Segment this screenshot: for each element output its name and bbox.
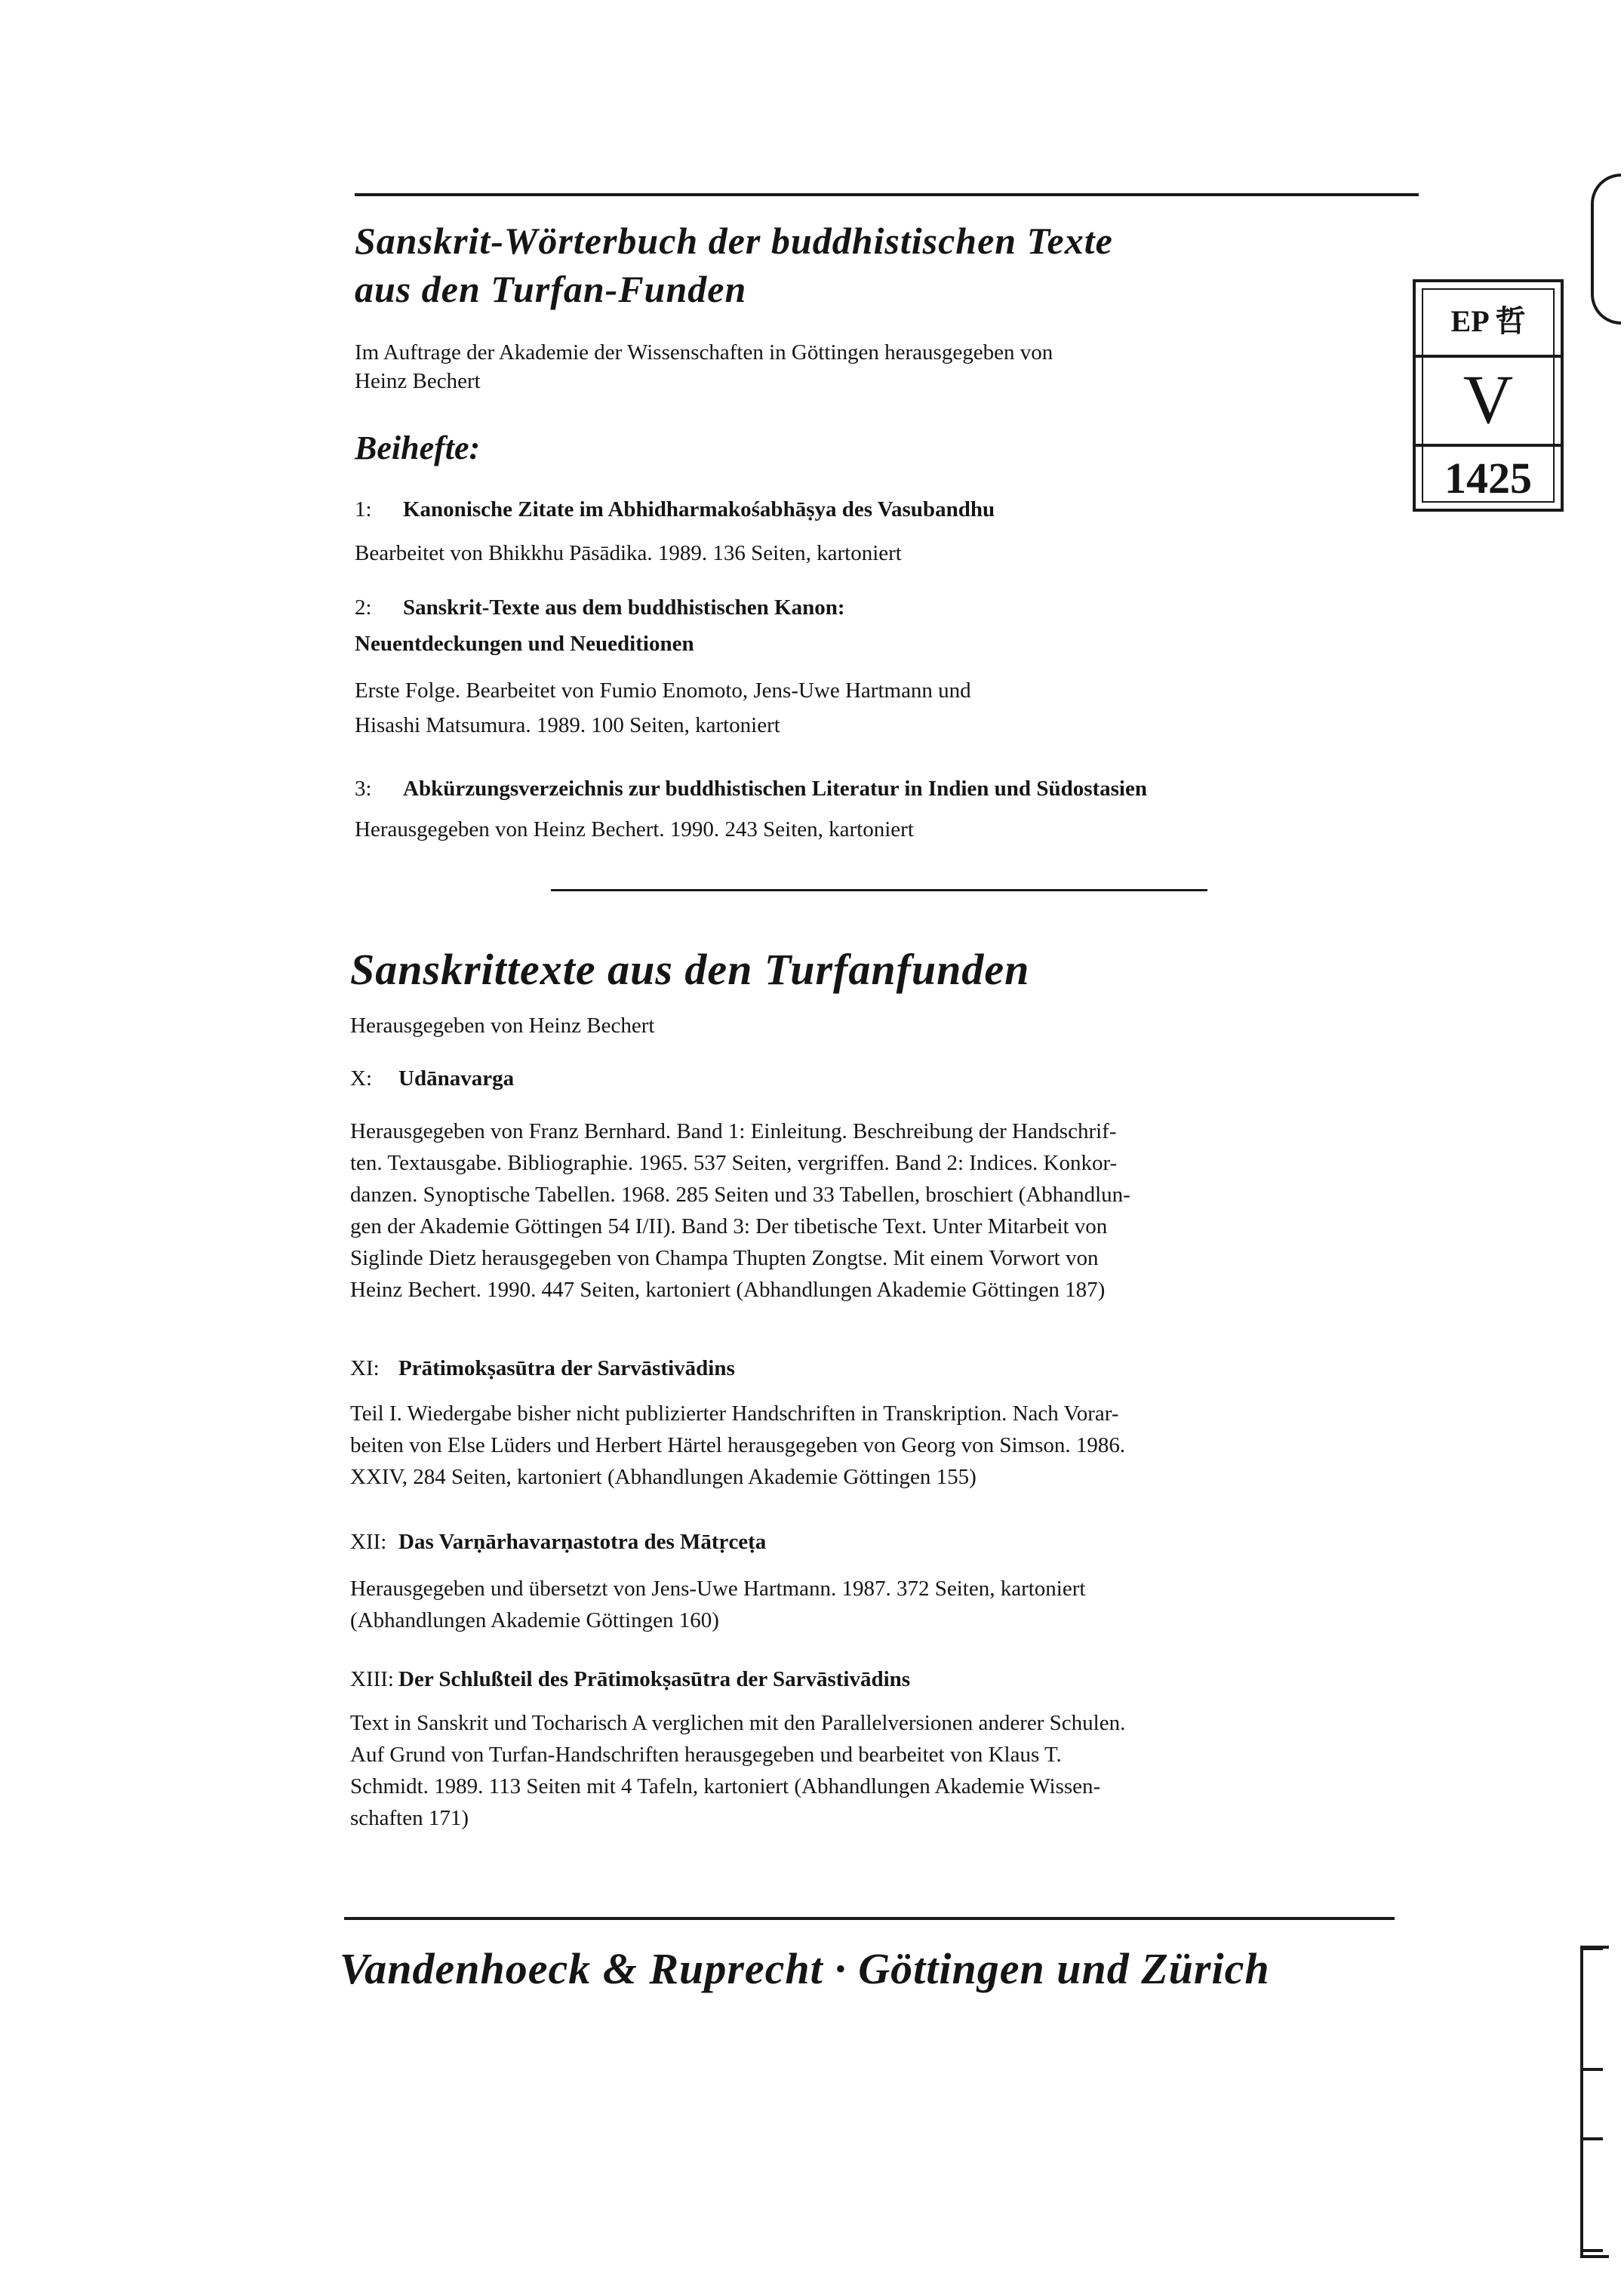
list-item [355, 494, 995, 525]
binding-frame [1580, 1946, 1609, 2258]
section1-title-line2: aus den Turfan-Funden [355, 268, 747, 310]
item-detail: Teil I. Wiedergabe bisher nicht publizierter Handschriften in Transkription. Nach Vorar- [350, 1401, 1119, 1426]
list-item [350, 1663, 910, 1695]
list-item [350, 1352, 735, 1384]
binding-frame-tick [1580, 2249, 1603, 2252]
item-number: XII: [350, 1530, 387, 1554]
list-item [350, 1526, 766, 1558]
item-detail: Auf Grund von Turfan-Handschriften herausgegeben und bearbeitet von Klaus T. [350, 1743, 1062, 1767]
list-item [355, 773, 1147, 805]
item-title: Prātimokṣasūtra der Sarvāstivādins [398, 1356, 735, 1380]
section1-intro-line1: Im Auftrage der Akademie der Wissenschaften in Göttingen herausgegeben von [355, 340, 1053, 365]
stamp-top: EP 哲 [1450, 304, 1526, 338]
item-title-continued: Neuentdeckungen und Neueditionen [355, 632, 694, 656]
binding-frame-tick [1580, 2137, 1603, 2140]
item-number: 3: [355, 777, 372, 801]
item-detail: schaften 171) [350, 1806, 469, 1830]
beihefte-label: Beihefte: [355, 429, 481, 466]
list-item [350, 1063, 514, 1094]
item-detail: Bearbeitet von Bhikkhu Pāsādika. 1989. 136 Seiten, kartoniert [355, 541, 902, 565]
section2-title: Sanskrittexte aus den Turfanfunden [350, 945, 1030, 994]
item-detail: Erste Folge. Bearbeitet von Fumio Enomoto, Jens-Uwe Hartmann und [355, 678, 971, 703]
scan-edge-mark [1591, 174, 1621, 325]
bottom-rule [344, 1917, 1395, 1920]
item-number: X: [350, 1066, 372, 1091]
item-detail: Herausgegeben von Heinz Bechert. 1990. 243 Seiten, kartoniert [355, 817, 914, 842]
item-number: XI: [350, 1356, 380, 1380]
section2-intro: Herausgegeben von Heinz Bechert [350, 1014, 655, 1038]
top-rule [355, 193, 1419, 196]
item-detail: gen der Akademie Göttingen 54 I/II). Band 3: Der tibetische Text. Unter Mitarbeit von [350, 1214, 1108, 1238]
item-number: 2: [355, 595, 372, 620]
item-title: Udānavarga [398, 1066, 515, 1091]
item-title: Sanskrit-Texte aus dem buddhistischen Kanon: [403, 595, 845, 620]
item-title: Kanonische Zitate im Abhidharmakośabhāṣya des Vasubandhu [403, 497, 995, 522]
item-title: Der Schlußteil des Prātimokṣasūtra der Sarvāstivādins [398, 1667, 911, 1691]
binding-frame-tick [1580, 2068, 1603, 2071]
middle-rule [551, 889, 1207, 891]
item-detail: beiten von Else Lüders und Herbert Härtel herausgegeben von Georg von Simson. 1986. [350, 1433, 1126, 1457]
item-detail: Hisashi Matsumura. 1989. 100 Seiten, kartoniert [355, 713, 780, 737]
section1-title-line1: Sanskrit-Wörterbuch der buddhistischen Texte [355, 220, 1113, 262]
item-title: Das Varṇārhavarṇastotra des Mātṛceṭa [398, 1530, 767, 1554]
item-number: 1: [355, 497, 372, 522]
stamp-middle: V [1463, 361, 1514, 438]
item-detail: Herausgegeben von Franz Bernhard. Band 1: Einleitung. Beschreibung der Handschrif- [350, 1119, 1117, 1143]
list-item [355, 592, 845, 623]
item-detail: Text in Sanskrit und Tocharisch A verglichen mit den Parallelversionen anderer Schulen. [350, 1711, 1126, 1735]
stamp-bottom: 1425 [1444, 454, 1532, 503]
item-detail: (Abhandlungen Akademie Göttingen 160) [350, 1608, 719, 1632]
item-detail: Siglinde Dietz herausgegeben von Champa Thupten Zongtse. Mit einem Vorwort von [350, 1246, 1099, 1270]
item-number: XIII: [350, 1667, 394, 1691]
item-detail: Schmidt. 1989. 113 Seiten mit 4 Tafeln, kartoniert (Abhandlungen Akademie Wissen- [350, 1774, 1101, 1798]
item-detail: danzen. Synoptische Tabellen. 1968. 285 Seiten und 33 Tabellen, broschiert (Abhandlun- [350, 1183, 1130, 1207]
item-detail: Herausgegeben und übersetzt von Jens-Uwe Hartmann. 1987. 372 Seiten, kartoniert [350, 1577, 1086, 1601]
item-title: Abkürzungsverzeichnis zur buddhistischen Literatur in Indien und Südostasien [403, 777, 1147, 801]
item-detail: ten. Textausgabe. Bibliographie. 1965. 537 Seiten, vergriffen. Band 2: Indices. Konkor- [350, 1151, 1118, 1175]
stamp-inner-border [1422, 288, 1555, 503]
item-detail: XXIV, 284 Seiten, kartoniert (Abhandlungen Akademie Göttingen 155) [350, 1465, 977, 1489]
publisher-imprint: Vandenhoeck & Ruprecht · Göttingen und Zürich [340, 1944, 1270, 1993]
item-detail: Heinz Bechert. 1990. 447 Seiten, kartoniert (Abhandlungen Akademie Göttingen 187) [350, 1278, 1106, 1302]
section1-intro-line2: Heinz Bechert [355, 369, 481, 393]
binding-frame-tick [1580, 1947, 1603, 1950]
